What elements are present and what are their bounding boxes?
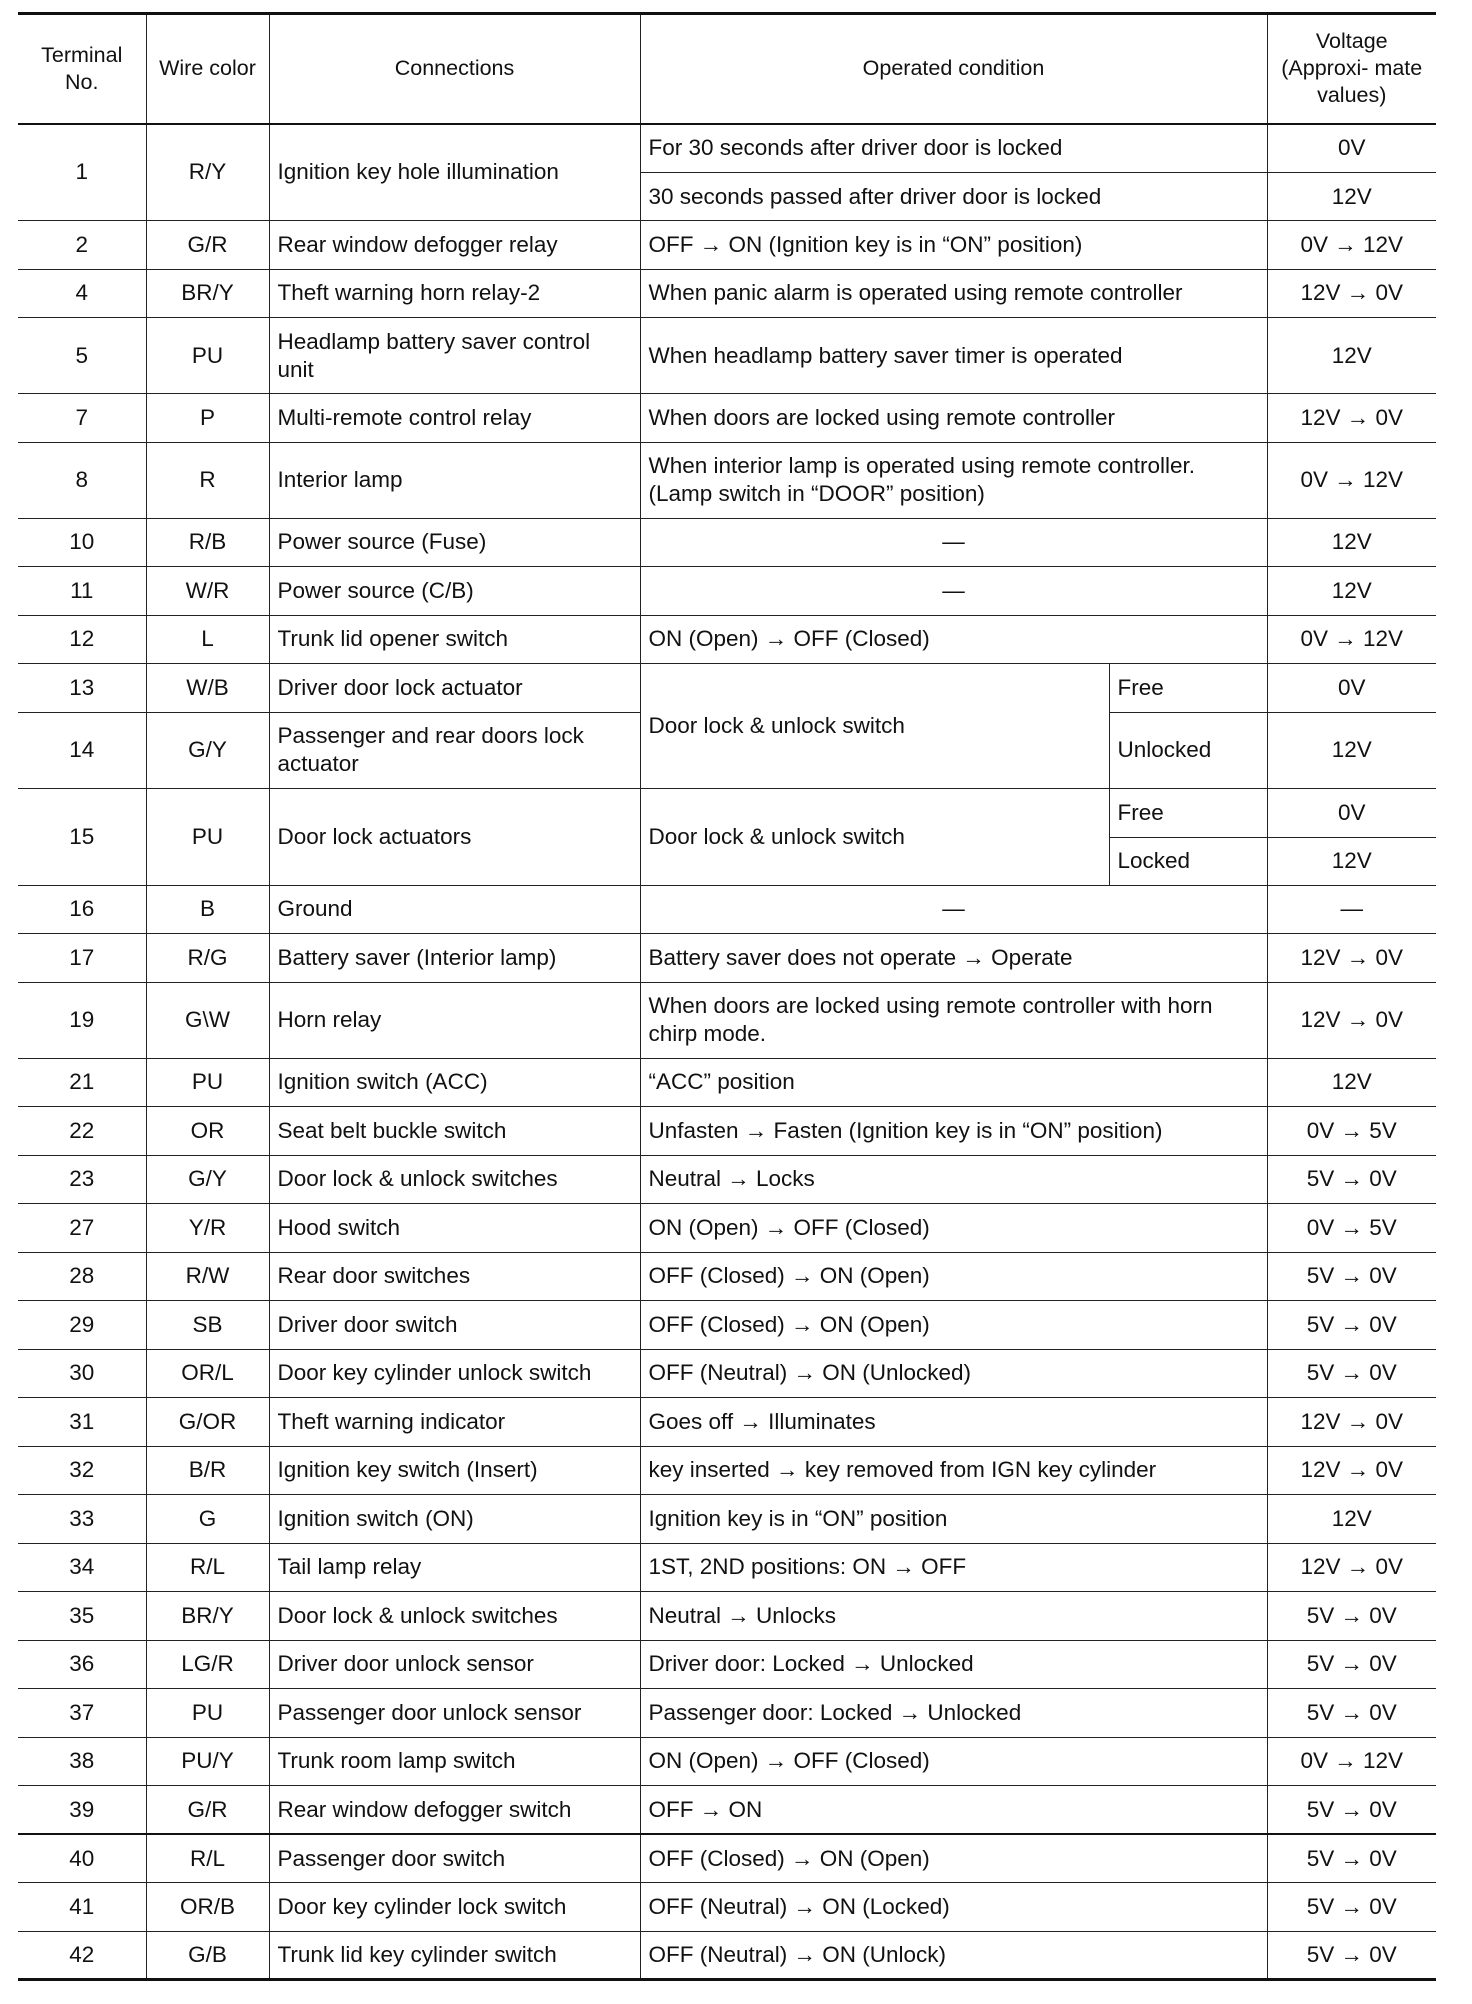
spec-sheet bbox=[18, 12, 1436, 1981]
sub-condition: Free bbox=[1109, 788, 1267, 837]
operated-condition: When panic alarm is operated using remote controller bbox=[640, 269, 1267, 318]
wire-color: G/R bbox=[146, 1786, 269, 1835]
voltage: 12V → 0V bbox=[1267, 1446, 1436, 1495]
table-row bbox=[18, 394, 1436, 443]
connection: Door lock & unlock switches bbox=[269, 1592, 640, 1641]
table-row bbox=[18, 1446, 1436, 1495]
terminal-no: 15 bbox=[18, 788, 146, 885]
terminal-no: 17 bbox=[18, 934, 146, 983]
operated-condition: OFF (Closed) → ON (Open) bbox=[640, 1834, 1267, 1883]
connection: Ignition switch (ACC) bbox=[269, 1058, 640, 1107]
operated-condition: OFF (Neutral) → ON (Unlock) bbox=[640, 1931, 1267, 1980]
wire-color: B bbox=[146, 885, 269, 934]
voltage: 5V → 0V bbox=[1267, 1252, 1436, 1301]
table-row bbox=[18, 788, 1436, 837]
operated-condition: Unfasten → Fasten (Ignition key is in “ON” position) bbox=[640, 1107, 1267, 1156]
operated-condition: Neutral → Unlocks bbox=[640, 1592, 1267, 1641]
voltage: 12V bbox=[1267, 712, 1436, 788]
operated-condition: OFF (Neutral) → ON (Unlocked) bbox=[640, 1349, 1267, 1398]
wire-color: R/B bbox=[146, 518, 269, 567]
connection: Power source (C/B) bbox=[269, 567, 640, 616]
wire-color: G/R bbox=[146, 221, 269, 270]
voltage: 12V → 0V bbox=[1267, 394, 1436, 443]
header-voltage: Voltage (Approxi- mate values) bbox=[1267, 14, 1436, 124]
table-row bbox=[18, 1204, 1436, 1253]
operated-condition: Ignition key is in “ON” position bbox=[640, 1495, 1267, 1544]
connection: Headlamp battery saver control unit bbox=[269, 318, 640, 394]
operated-condition: Passenger door: Locked → Unlocked bbox=[640, 1689, 1267, 1738]
terminal-no: 41 bbox=[18, 1883, 146, 1932]
table-row bbox=[18, 1155, 1436, 1204]
connection: Door lock actuators bbox=[269, 788, 640, 885]
terminal-no: 27 bbox=[18, 1204, 146, 1253]
voltage: 5V → 0V bbox=[1267, 1689, 1436, 1738]
table-row bbox=[18, 934, 1436, 983]
connection: Door key cylinder unlock switch bbox=[269, 1349, 640, 1398]
table-row bbox=[18, 1107, 1436, 1156]
terminal-no: 29 bbox=[18, 1301, 146, 1350]
terminal-no: 30 bbox=[18, 1349, 146, 1398]
voltage: 0V → 5V bbox=[1267, 1107, 1436, 1156]
voltage: 12V bbox=[1267, 173, 1436, 221]
wire-color: W/B bbox=[146, 664, 269, 713]
connection: Horn relay bbox=[269, 982, 640, 1058]
connection: Rear door switches bbox=[269, 1252, 640, 1301]
voltage: 5V → 0V bbox=[1267, 1349, 1436, 1398]
terminal-no: 11 bbox=[18, 567, 146, 616]
operated-condition: Door lock & unlock switch bbox=[640, 788, 1109, 885]
wire-color: OR/L bbox=[146, 1349, 269, 1398]
table-row bbox=[18, 518, 1436, 567]
connection: Interior lamp bbox=[269, 442, 640, 518]
table-row bbox=[18, 221, 1436, 270]
terminal-no: 2 bbox=[18, 221, 146, 270]
table-row bbox=[18, 567, 1436, 616]
terminal-no: 23 bbox=[18, 1155, 146, 1204]
table-row bbox=[18, 1252, 1436, 1301]
connection: Power source (Fuse) bbox=[269, 518, 640, 567]
table-row bbox=[18, 1495, 1436, 1544]
voltage: 5V → 0V bbox=[1267, 1883, 1436, 1932]
wire-color: B/R bbox=[146, 1446, 269, 1495]
wire-color: PU bbox=[146, 788, 269, 885]
voltage: 12V → 0V bbox=[1267, 982, 1436, 1058]
voltage: 12V bbox=[1267, 837, 1436, 885]
terminal-voltage-table bbox=[18, 12, 1436, 1981]
sub-condition: Unlocked bbox=[1109, 712, 1267, 788]
table-row bbox=[18, 615, 1436, 664]
terminal-no: 42 bbox=[18, 1931, 146, 1980]
voltage: 12V → 0V bbox=[1267, 1398, 1436, 1447]
terminal-no: 8 bbox=[18, 442, 146, 518]
operated-condition: Neutral → Locks bbox=[640, 1155, 1267, 1204]
voltage: 5V → 0V bbox=[1267, 1640, 1436, 1689]
connection: Ignition key switch (Insert) bbox=[269, 1446, 640, 1495]
voltage: 0V → 5V bbox=[1267, 1204, 1436, 1253]
voltage: 0V → 12V bbox=[1267, 442, 1436, 518]
wire-color: BR/Y bbox=[146, 1592, 269, 1641]
operated-condition: When doors are locked using remote controller bbox=[640, 394, 1267, 443]
terminal-no: 10 bbox=[18, 518, 146, 567]
voltage: 5V → 0V bbox=[1267, 1931, 1436, 1980]
connection: Trunk room lamp switch bbox=[269, 1737, 640, 1786]
terminal-no: 14 bbox=[18, 712, 146, 788]
operated-condition: key inserted → key removed from IGN key cylinder bbox=[640, 1446, 1267, 1495]
voltage: 0V → 12V bbox=[1267, 1737, 1436, 1786]
terminal-no: 35 bbox=[18, 1592, 146, 1641]
voltage: 0V bbox=[1267, 124, 1436, 173]
wire-color: R bbox=[146, 442, 269, 518]
voltage: 5V → 0V bbox=[1267, 1592, 1436, 1641]
operated-condition: — bbox=[640, 885, 1267, 934]
wire-color: G/Y bbox=[146, 712, 269, 788]
connection: Theft warning indicator bbox=[269, 1398, 640, 1447]
table-row bbox=[18, 982, 1436, 1058]
wire-color: BR/Y bbox=[146, 269, 269, 318]
operated-condition: For 30 seconds after driver door is locked bbox=[640, 124, 1267, 173]
header-terminal: Terminal No. bbox=[18, 14, 146, 124]
header-row bbox=[18, 14, 1436, 124]
table-row bbox=[18, 1349, 1436, 1398]
wire-color: PU/Y bbox=[146, 1737, 269, 1786]
terminal-no: 28 bbox=[18, 1252, 146, 1301]
table-row bbox=[18, 1737, 1436, 1786]
terminal-no: 1 bbox=[18, 124, 146, 221]
table-row bbox=[18, 885, 1436, 934]
table-row bbox=[18, 1883, 1436, 1932]
voltage: 12V → 0V bbox=[1267, 934, 1436, 983]
operated-condition: 1ST, 2ND positions: ON → OFF bbox=[640, 1543, 1267, 1592]
table-row bbox=[18, 442, 1436, 518]
table-row bbox=[18, 124, 1436, 173]
connection: Rear window defogger relay bbox=[269, 221, 640, 270]
connection: Door lock & unlock switches bbox=[269, 1155, 640, 1204]
terminal-no: 5 bbox=[18, 318, 146, 394]
table-row bbox=[18, 1786, 1436, 1835]
wire-color: P bbox=[146, 394, 269, 443]
terminal-no: 39 bbox=[18, 1786, 146, 1835]
wire-color: OR bbox=[146, 1107, 269, 1156]
connection: Seat belt buckle switch bbox=[269, 1107, 640, 1156]
sub-condition: Free bbox=[1109, 664, 1267, 713]
connection: Ignition switch (ON) bbox=[269, 1495, 640, 1544]
operated-condition: When interior lamp is operated using remote controller. (Lamp switch in “DOOR” position) bbox=[640, 442, 1267, 518]
table-row bbox=[18, 1640, 1436, 1689]
wire-color: SB bbox=[146, 1301, 269, 1350]
wire-color: G/B bbox=[146, 1931, 269, 1980]
header-operated-condition: Operated condition bbox=[640, 14, 1267, 124]
terminal-no: 36 bbox=[18, 1640, 146, 1689]
table-row bbox=[18, 1689, 1436, 1738]
wire-color: G/Y bbox=[146, 1155, 269, 1204]
connection: Passenger and rear doors lock actuator bbox=[269, 712, 640, 788]
operated-condition: OFF (Neutral) → ON (Locked) bbox=[640, 1883, 1267, 1932]
operated-condition: ON (Open) → OFF (Closed) bbox=[640, 1204, 1267, 1253]
terminal-no: 19 bbox=[18, 982, 146, 1058]
connection: Theft warning horn relay-2 bbox=[269, 269, 640, 318]
operated-condition: When headlamp battery saver timer is operated bbox=[640, 318, 1267, 394]
wire-color: R/Y bbox=[146, 124, 269, 221]
terminal-no: 7 bbox=[18, 394, 146, 443]
operated-condition: ON (Open) → OFF (Closed) bbox=[640, 1737, 1267, 1786]
connection: Ignition key hole illumination bbox=[269, 124, 640, 221]
wire-color: L bbox=[146, 615, 269, 664]
operated-condition: Battery saver does not operate → Operate bbox=[640, 934, 1267, 983]
terminal-no: 38 bbox=[18, 1737, 146, 1786]
voltage: 12V bbox=[1267, 518, 1436, 567]
connection: Hood switch bbox=[269, 1204, 640, 1253]
operated-condition: 30 seconds passed after driver door is locked bbox=[640, 173, 1267, 221]
operated-condition: OFF (Closed) → ON (Open) bbox=[640, 1301, 1267, 1350]
terminal-no: 40 bbox=[18, 1834, 146, 1883]
wire-color: PU bbox=[146, 1058, 269, 1107]
wire-color: Y/R bbox=[146, 1204, 269, 1253]
wire-color: R/W bbox=[146, 1252, 269, 1301]
connection: Door key cylinder lock switch bbox=[269, 1883, 640, 1932]
voltage: 12V → 0V bbox=[1267, 1543, 1436, 1592]
terminal-no: 37 bbox=[18, 1689, 146, 1738]
table-row bbox=[18, 1058, 1436, 1107]
connection: Trunk lid opener switch bbox=[269, 615, 640, 664]
wire-color: LG/R bbox=[146, 1640, 269, 1689]
table-row bbox=[18, 1592, 1436, 1641]
voltage: 12V bbox=[1267, 318, 1436, 394]
operated-condition: OFF → ON (Ignition key is in “ON” position) bbox=[640, 221, 1267, 270]
wire-color: R/L bbox=[146, 1543, 269, 1592]
terminal-no: 34 bbox=[18, 1543, 146, 1592]
connection: Passenger door switch bbox=[269, 1834, 640, 1883]
operated-condition: OFF → ON bbox=[640, 1786, 1267, 1835]
connection: Battery saver (Interior lamp) bbox=[269, 934, 640, 983]
connection: Driver door switch bbox=[269, 1301, 640, 1350]
table-row bbox=[18, 269, 1436, 318]
connection: Driver door unlock sensor bbox=[269, 1640, 640, 1689]
voltage: 5V → 0V bbox=[1267, 1834, 1436, 1883]
operated-condition: — bbox=[640, 518, 1267, 567]
voltage: 0V → 12V bbox=[1267, 615, 1436, 664]
voltage: 5V → 0V bbox=[1267, 1786, 1436, 1835]
wire-color: G\W bbox=[146, 982, 269, 1058]
terminal-no: 13 bbox=[18, 664, 146, 713]
connection: Ground bbox=[269, 885, 640, 934]
voltage: 0V → 12V bbox=[1267, 221, 1436, 270]
wire-color: G/OR bbox=[146, 1398, 269, 1447]
connection: Passenger door unlock sensor bbox=[269, 1689, 640, 1738]
table-row bbox=[18, 664, 1436, 713]
voltage: 12V bbox=[1267, 567, 1436, 616]
operated-condition: ON (Open) → OFF (Closed) bbox=[640, 615, 1267, 664]
voltage: 0V bbox=[1267, 664, 1436, 713]
connection: Tail lamp relay bbox=[269, 1543, 640, 1592]
operated-condition: “ACC” position bbox=[640, 1058, 1267, 1107]
connection: Trunk lid key cylinder switch bbox=[269, 1931, 640, 1980]
table-row bbox=[18, 1543, 1436, 1592]
voltage: 12V → 0V bbox=[1267, 269, 1436, 318]
wire-color: PU bbox=[146, 318, 269, 394]
terminal-no: 31 bbox=[18, 1398, 146, 1447]
wire-color: PU bbox=[146, 1689, 269, 1738]
table-row bbox=[18, 1301, 1436, 1350]
sub-condition: Locked bbox=[1109, 837, 1267, 885]
table-row bbox=[18, 1931, 1436, 1980]
table-row bbox=[18, 318, 1436, 394]
voltage: 5V → 0V bbox=[1267, 1155, 1436, 1204]
voltage: 12V bbox=[1267, 1495, 1436, 1544]
wire-color: R/L bbox=[146, 1834, 269, 1883]
terminal-no: 32 bbox=[18, 1446, 146, 1495]
operated-condition: Goes off → Illuminates bbox=[640, 1398, 1267, 1447]
connection: Multi-remote control relay bbox=[269, 394, 640, 443]
voltage: — bbox=[1267, 885, 1436, 934]
connection: Driver door lock actuator bbox=[269, 664, 640, 713]
wire-color: OR/B bbox=[146, 1883, 269, 1932]
header-wire-color: Wire color bbox=[146, 14, 269, 124]
terminal-no: 4 bbox=[18, 269, 146, 318]
voltage: 0V bbox=[1267, 788, 1436, 837]
operated-condition: Driver door: Locked → Unlocked bbox=[640, 1640, 1267, 1689]
terminal-no: 22 bbox=[18, 1107, 146, 1156]
table-row bbox=[18, 1398, 1436, 1447]
voltage: 5V → 0V bbox=[1267, 1301, 1436, 1350]
operated-condition: OFF (Closed) → ON (Open) bbox=[640, 1252, 1267, 1301]
terminal-no: 16 bbox=[18, 885, 146, 934]
table-row bbox=[18, 1834, 1436, 1883]
terminal-no: 12 bbox=[18, 615, 146, 664]
operated-condition: — bbox=[640, 567, 1267, 616]
wire-color: W/R bbox=[146, 567, 269, 616]
voltage: 12V bbox=[1267, 1058, 1436, 1107]
header-connections: Connections bbox=[269, 14, 640, 124]
operated-condition: Door lock & unlock switch bbox=[640, 664, 1109, 789]
wire-color: G bbox=[146, 1495, 269, 1544]
connection: Rear window defogger switch bbox=[269, 1786, 640, 1835]
terminal-no: 21 bbox=[18, 1058, 146, 1107]
terminal-no: 33 bbox=[18, 1495, 146, 1544]
operated-condition: When doors are locked using remote controller with horn chirp mode. bbox=[640, 982, 1267, 1058]
wire-color: R/G bbox=[146, 934, 269, 983]
